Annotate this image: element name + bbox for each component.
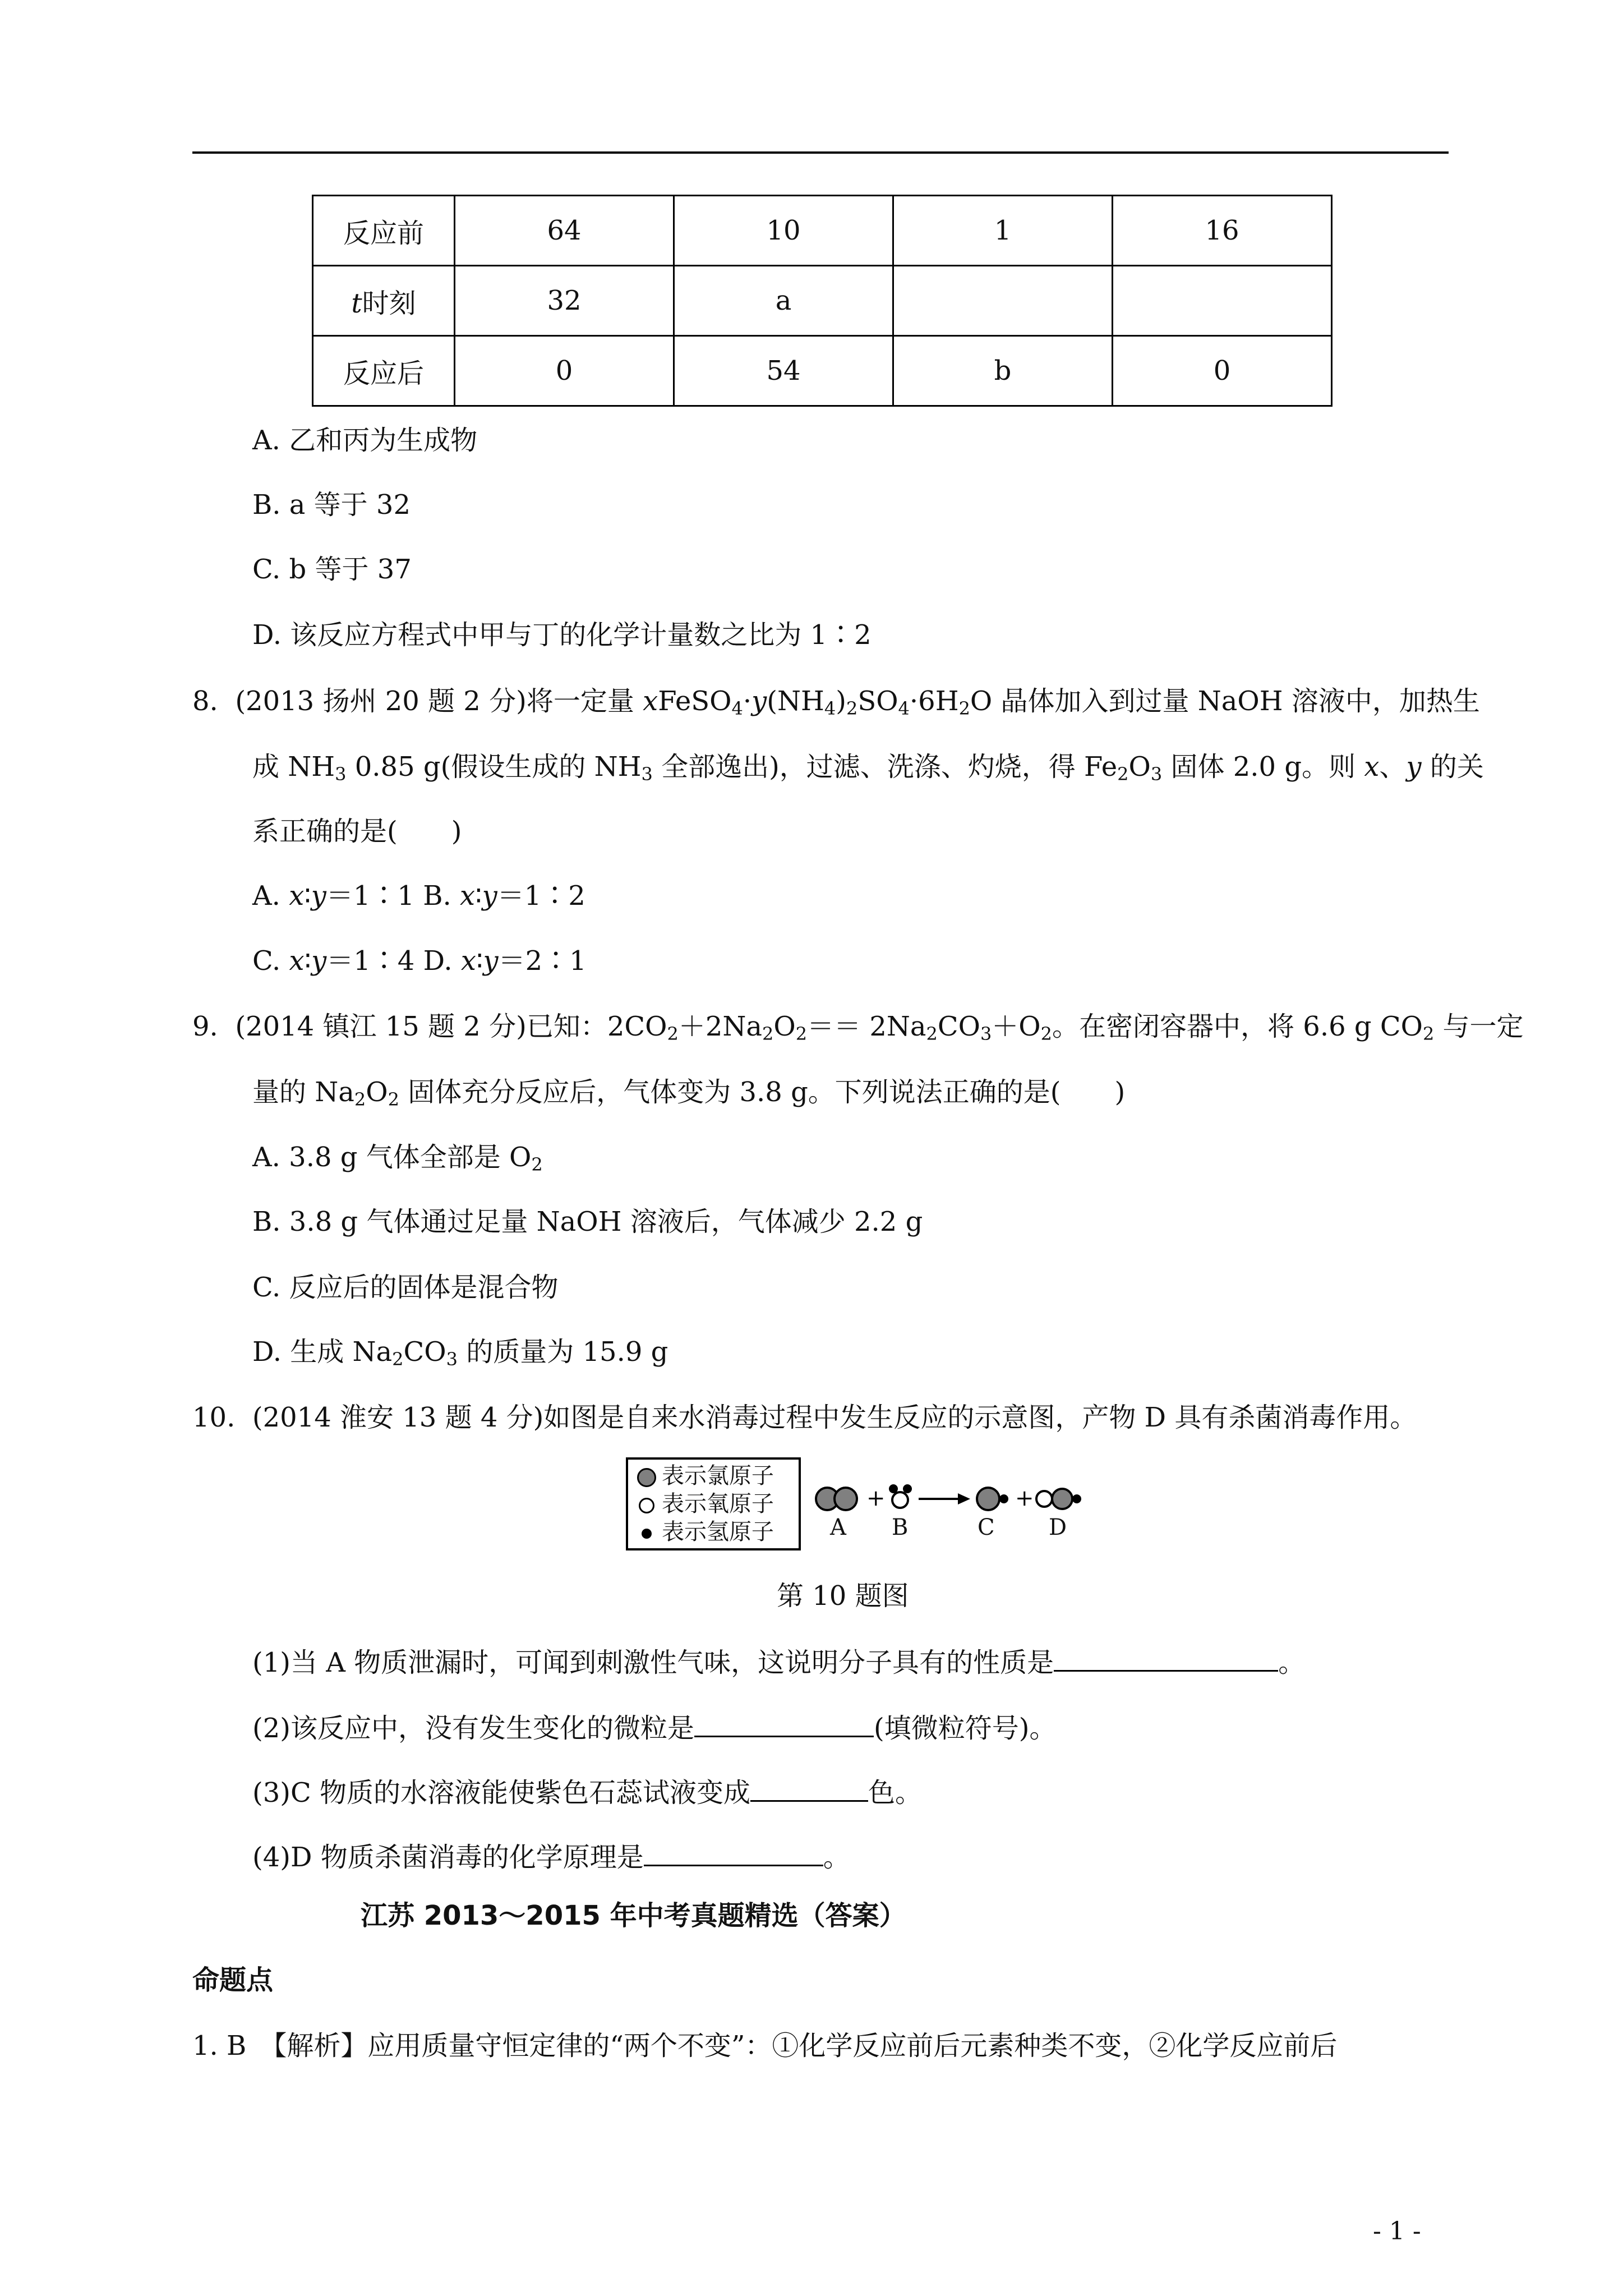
table-row [313, 336, 1332, 406]
ratio-colon: ∶ [304, 880, 311, 912]
q8-options-ab [252, 879, 585, 913]
q10-text: (4)D 物质杀菌消毒的化学原理是 [252, 1842, 644, 1873]
var-x: x [289, 945, 305, 977]
legend-label: 表示氢原子 [662, 1519, 774, 1545]
q9-text: ＋O [992, 1011, 1041, 1042]
subscript: 3 [980, 1023, 992, 1045]
q10-sub-2 [252, 1711, 1056, 1745]
var-x: x [460, 945, 476, 977]
ratio-value: ＝1∶4 [326, 945, 415, 977]
ratio-value: ＝1∶1 [326, 880, 414, 912]
q10-text: 色。 [868, 1777, 922, 1809]
ratio-value: ＝1∶2 [497, 880, 585, 912]
subscript: 2 [354, 1089, 366, 1110]
legend-box [626, 1457, 801, 1550]
legend-label: 表示氧原子 [662, 1491, 774, 1517]
subscript: 2 [1117, 763, 1129, 785]
answer-1: 1. B 【解析】应用质量守恒定律的“两个不变”：①化学反应前后元素种类不变，②化学反应前后 [192, 2030, 1338, 2062]
q8-line-1 [192, 684, 1480, 718]
q10-number: 10. [192, 1402, 236, 1433]
molecule-c-icon [977, 1488, 1008, 1510]
label-a: A [830, 1515, 846, 1540]
q9-text: D. 生成 Na [252, 1336, 393, 1368]
subscript: 3 [1150, 763, 1163, 785]
q10-text: 。 [823, 1842, 850, 1873]
q8-text: 将一定量 [526, 685, 643, 717]
page-number: - 1 - [1373, 2217, 1421, 2246]
subscript: 2 [926, 1023, 938, 1045]
answer-blank[interactable] [694, 1711, 874, 1737]
label-rest: 时刻 [362, 287, 416, 319]
label-b: B [892, 1515, 909, 1540]
table-cell: a [674, 266, 893, 336]
q8-source: (2013 扬州 20 题 2 分) [235, 685, 527, 717]
q9-line-1 [192, 1010, 1524, 1043]
var-y: y [482, 880, 497, 912]
table-cell: 反应后 [313, 336, 455, 406]
var-y: y [1406, 751, 1422, 783]
var-x: x [289, 880, 305, 912]
q8-line-3: 系正确的是( ) [252, 816, 462, 847]
var-x: x [643, 685, 658, 717]
q7-option-b: B. a 等于 32 [252, 489, 411, 521]
subscript: 2 [667, 1023, 679, 1045]
ratio-colon: ∶ [476, 945, 483, 977]
legend-row-oxygen [637, 1491, 774, 1517]
q9-text: A. 3.8 g 气体全部是 O [252, 1142, 532, 1173]
q9-number: 9. [192, 1011, 218, 1042]
ratio-colon: ∶ [475, 880, 482, 912]
q9-text: 的质量为 15.9 g [457, 1336, 668, 1368]
q8-option-d: D. [414, 945, 461, 977]
subscript: 4 [898, 698, 910, 719]
q10-sub-3 [252, 1775, 922, 1810]
q8-option-b: B. [414, 880, 460, 912]
q8-option-a: A. [252, 880, 289, 912]
subscript: 4 [824, 698, 836, 719]
legend-row-chlorine [637, 1463, 774, 1489]
molecule-b-icon [889, 1484, 912, 1508]
answers-title: 江苏 2013～2015 年中考真题精选（答案） [361, 1900, 906, 1931]
table-cell: 1 [893, 196, 1113, 266]
q9-text: O [366, 1076, 388, 1108]
ratio-colon: ∶ [304, 945, 312, 977]
data-table [312, 195, 1332, 407]
q8-text: O 晶体加入到过量 NaOH 溶液中，加热生 [970, 685, 1480, 717]
subscript: 3 [335, 763, 347, 785]
q7-option-d: D. 该反应方程式中甲与丁的化学计量数之比为 1∶2 [252, 619, 872, 651]
table-cell [313, 266, 455, 336]
chlorine-atom-icon [637, 1468, 656, 1487]
q8-text: (NH [767, 685, 824, 717]
q9-option-c: C. 反应后的固体是混合物 [252, 1272, 559, 1303]
table-cell: b [893, 336, 1113, 406]
subscript: 4 [731, 698, 743, 719]
q10-text: (2)该反应中，没有发生变化的微粒是 [252, 1713, 694, 1744]
table-cell: 0 [1113, 336, 1332, 406]
q7-option-c: C. b 等于 37 [252, 554, 412, 585]
q10-text: 如图是自来水消毒过程中发生反应的示意图，产物 D 具有杀菌消毒作用。 [543, 1402, 1417, 1433]
q8-line-2 [252, 750, 1484, 784]
var-y: y [483, 945, 499, 977]
q9-text: O [773, 1011, 796, 1042]
subscript: 2 [762, 1023, 774, 1045]
answer-blank[interactable] [1054, 1645, 1278, 1672]
q9-text: CO [403, 1336, 446, 1368]
q8-text: 全部逸出)，过滤、洗涤、灼烧，得 Fe [652, 751, 1118, 783]
q9-text: CO [937, 1011, 980, 1042]
table-cell: 10 [674, 196, 893, 266]
q8-text: O [1128, 751, 1151, 783]
q9-source: (2014 镇江 15 题 2 分) [235, 1011, 527, 1042]
table-cell: 54 [674, 336, 893, 406]
var-y: y [311, 880, 326, 912]
molecule-a-icon [816, 1488, 857, 1510]
q10-text: (3)C 物质的水溶液能使紫色石蕊试液变成 [252, 1777, 750, 1809]
subscript: 3 [446, 1349, 458, 1370]
q10-text: 。 [1278, 1647, 1306, 1678]
molecule-d-icon [1036, 1489, 1081, 1509]
var-x: x [1364, 751, 1380, 783]
subscript: 2 [795, 1023, 808, 1045]
q9-text: ＝＝ 2Na [807, 1011, 926, 1042]
q9-text: ＋2Na [678, 1011, 762, 1042]
label-c: C [978, 1515, 995, 1540]
q8-text: ·6H [909, 685, 959, 717]
q9-line-2 [252, 1075, 1125, 1109]
table-row [313, 196, 1332, 266]
q8-text: SO [857, 685, 898, 717]
subscript: 2 [388, 1089, 399, 1110]
var-x: x [460, 880, 476, 912]
plus-sign-1: + [866, 1485, 886, 1511]
var-y: y [311, 945, 327, 977]
q9-text: 与一定 [1434, 1011, 1524, 1042]
italic-t: t [351, 287, 362, 319]
q8-text: 的关 [1421, 751, 1484, 783]
plus-sign-2: + [1015, 1485, 1034, 1511]
q10-line-1 [192, 1401, 1417, 1434]
label-d: D [1049, 1515, 1067, 1540]
q8-options-cd [252, 944, 587, 978]
q10-source: (2014 淮安 13 题 4 分) [252, 1402, 544, 1433]
subscript: 2 [1422, 1023, 1435, 1045]
answers-subheading: 命题点 [192, 1964, 274, 1996]
header-rule [192, 151, 1449, 154]
q8-option-c: C. [252, 945, 289, 977]
q9-text: 。在密闭容器中，将 6.6 g CO [1052, 1011, 1423, 1042]
q8-text: 成 NH [252, 751, 335, 783]
q8-text: 固体 2.0 g。则 [1162, 751, 1364, 783]
legend-row-hydrogen [637, 1519, 774, 1545]
subscript: 2 [392, 1349, 404, 1370]
answer-blank[interactable] [644, 1840, 823, 1866]
table-cell: 16 [1113, 196, 1332, 266]
q9-text: 已知：2CO [526, 1011, 667, 1042]
q7-option-a: A. 乙和丙为生成物 [252, 425, 478, 456]
table-cell: 32 [455, 266, 674, 336]
reaction-diagram [813, 1458, 1127, 1526]
q8-text: FeSO [658, 685, 732, 717]
q9-text: 量的 Na [252, 1076, 354, 1108]
q10-sub-1 [252, 1645, 1305, 1680]
subscript: 2 [846, 698, 858, 719]
q9-text: 固体充分反应后，气体变为 3.8 g。下列说法正确的是( ) [399, 1076, 1126, 1108]
table-cell: 64 [455, 196, 674, 266]
q9-option-b: B. 3.8 g 气体通过足量 NaOH 溶液后，气体减少 2.2 g [252, 1206, 923, 1237]
hydrogen-atom-icon [642, 1529, 652, 1539]
table-cell: 反应前 [313, 196, 455, 266]
q8-text: ) [836, 685, 846, 717]
q8-text: · [743, 685, 752, 717]
var-y: y [751, 685, 767, 717]
oxygen-atom-icon [639, 1498, 654, 1513]
q10-text: (1)当 A 物质泄漏时，可闻到刺激性气味，这说明分子具有的性质是 [252, 1647, 1054, 1678]
table-row [313, 266, 1332, 336]
q9-option-a [252, 1140, 543, 1174]
answer-blank[interactable] [750, 1775, 868, 1802]
table-cell: 0 [455, 336, 674, 406]
subscript: 3 [641, 763, 653, 785]
arrow-icon [919, 1493, 970, 1504]
q8-number: 8. [192, 685, 218, 717]
figure-caption: 第 10 题图 [777, 1580, 909, 1612]
q10-sub-4 [252, 1840, 850, 1874]
table-cell [893, 266, 1113, 336]
q8-text: 0.85 g(假设生成的 NH [346, 751, 642, 783]
subscript: 2 [531, 1154, 543, 1175]
q10-text: (填微粒符号)。 [874, 1713, 1057, 1744]
q8-text: 、 [1379, 751, 1407, 783]
subscript: 2 [958, 698, 970, 719]
ratio-value: ＝2∶1 [498, 945, 587, 977]
subscript: 2 [1040, 1023, 1053, 1045]
legend-label: 表示氯原子 [662, 1463, 774, 1489]
table-cell [1113, 266, 1332, 336]
q9-option-d [252, 1335, 668, 1369]
